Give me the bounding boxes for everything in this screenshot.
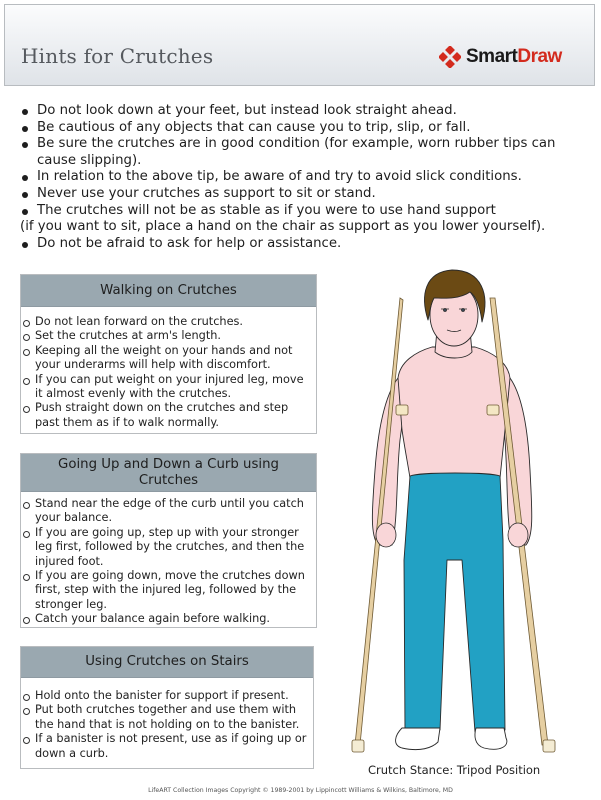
logo-wordmark: [466, 46, 562, 68]
list-item: Hold onto the banister for support if present.: [21, 689, 313, 703]
tip-item: Never use your crutches as support to sit or stand.: [20, 186, 590, 203]
figure-caption: Crutch Stance: Tripod Position: [368, 763, 541, 777]
general-tips-list: [20, 103, 590, 252]
left-crutch: [355, 298, 403, 745]
circle-bullet-icon: [23, 320, 30, 327]
list-item: Keeping all the weight on your hands and not your underarms will help with discomfort.: [21, 344, 316, 373]
tip-item: In relation to the above tip, be aware of and try to avoid slick conditions.: [20, 169, 590, 186]
bullet-icon: [22, 175, 28, 181]
list-item: Catch your balance again before walking.: [21, 612, 316, 626]
pants: [404, 473, 505, 732]
logo-smart: Smart: [466, 46, 518, 67]
right-hand: [508, 523, 528, 547]
tip-continuation: (if you want to sit, place a hand on the chair as support as you lower yourself).: [20, 219, 546, 235]
header-banner: [4, 4, 595, 86]
circle-bullet-icon: [23, 406, 30, 413]
list-item: Stand near the edge of the curb until you catch your balance.: [21, 497, 316, 526]
tip-item: Be sure the crutches are in good condition (for example, worn rubber tips can cause slipping).: [20, 136, 557, 169]
logo-draw: Draw: [517, 46, 562, 67]
circle-bullet-icon: [23, 531, 30, 538]
section-heading: Walking on Crutches: [21, 275, 316, 307]
left-crutch-pad: [396, 405, 408, 415]
tip-item: The crutches will not be as stable as if you were to use hand support: [20, 203, 590, 220]
list-item: If you can put weight on your injured leg, move it almost evenly with the crutches.: [21, 373, 316, 402]
section-curb: [20, 453, 317, 628]
section-heading: Going Up and Down a Curb using Crutches: [21, 454, 316, 492]
list-item: If a banister is not present, use as if going up or down a curb.: [21, 732, 313, 761]
circle-bullet-icon: [23, 334, 30, 341]
circle-bullet-icon: [23, 502, 30, 509]
crutch-stance-illustration: [345, 265, 585, 765]
list-item: Put both crutches together and use them with the hand that is not holding on to the banister.: [21, 703, 313, 732]
circle-bullet-icon: [23, 378, 30, 385]
page-title: Hints for Crutches: [21, 44, 214, 68]
list-item: If you are going down, move the crutches down first, step with the injured leg, followed by the stronger leg.: [21, 569, 316, 612]
list-item: Set the crutches at arm's length.: [21, 329, 316, 343]
copyright-footer: LifeART Collection Images Copyright © 1989-2001 by Lippincott Williams & Wilkins, Baltimore, MD: [148, 787, 453, 794]
left-crutch-tip: [352, 740, 364, 752]
circle-bullet-icon: [23, 694, 30, 701]
bullet-icon: [22, 109, 28, 115]
bullet-icon: [22, 192, 28, 198]
left-hand: [376, 523, 396, 547]
bullet-icon: [22, 126, 28, 132]
bullet-icon: [22, 142, 28, 148]
left-shoe: [396, 728, 440, 750]
circle-bullet-icon: [23, 708, 30, 715]
tip-item: Do not be afraid to ask for help or assistance.: [20, 236, 590, 253]
section-stairs: [20, 646, 314, 769]
right-crutch-pad: [487, 405, 499, 415]
circle-bullet-icon: [23, 574, 30, 581]
smartdraw-logo: [439, 45, 562, 69]
section-walking: [20, 274, 317, 434]
list-item: Push straight down on the crutches and step past them as if to walk normally.: [21, 401, 316, 430]
list-item: Do not lean forward on the crutches.: [21, 315, 316, 329]
right-shoe: [475, 728, 507, 749]
circle-bullet-icon: [23, 349, 30, 356]
bullet-icon: [22, 209, 28, 215]
right-crutch-tip: [543, 740, 555, 752]
section-list: [21, 678, 313, 761]
section-list: [21, 492, 316, 627]
circle-bullet-icon: [23, 737, 30, 744]
section-heading: Using Crutches on Stairs: [21, 647, 313, 678]
tip-item: Do not look down at your feet, but instead look straight ahead.: [20, 103, 590, 120]
section-list: [21, 307, 316, 430]
circle-bullet-icon: [23, 617, 30, 624]
tip-item: Be cautious of any objects that can cause you to trip, slip, or fall.: [20, 120, 590, 137]
diamond-cluster-icon: [439, 46, 461, 68]
list-item: If you are going up, step up with your stronger leg first, followed by the crutches, and then the injured foot.: [21, 526, 316, 569]
bullet-icon: [22, 242, 28, 248]
